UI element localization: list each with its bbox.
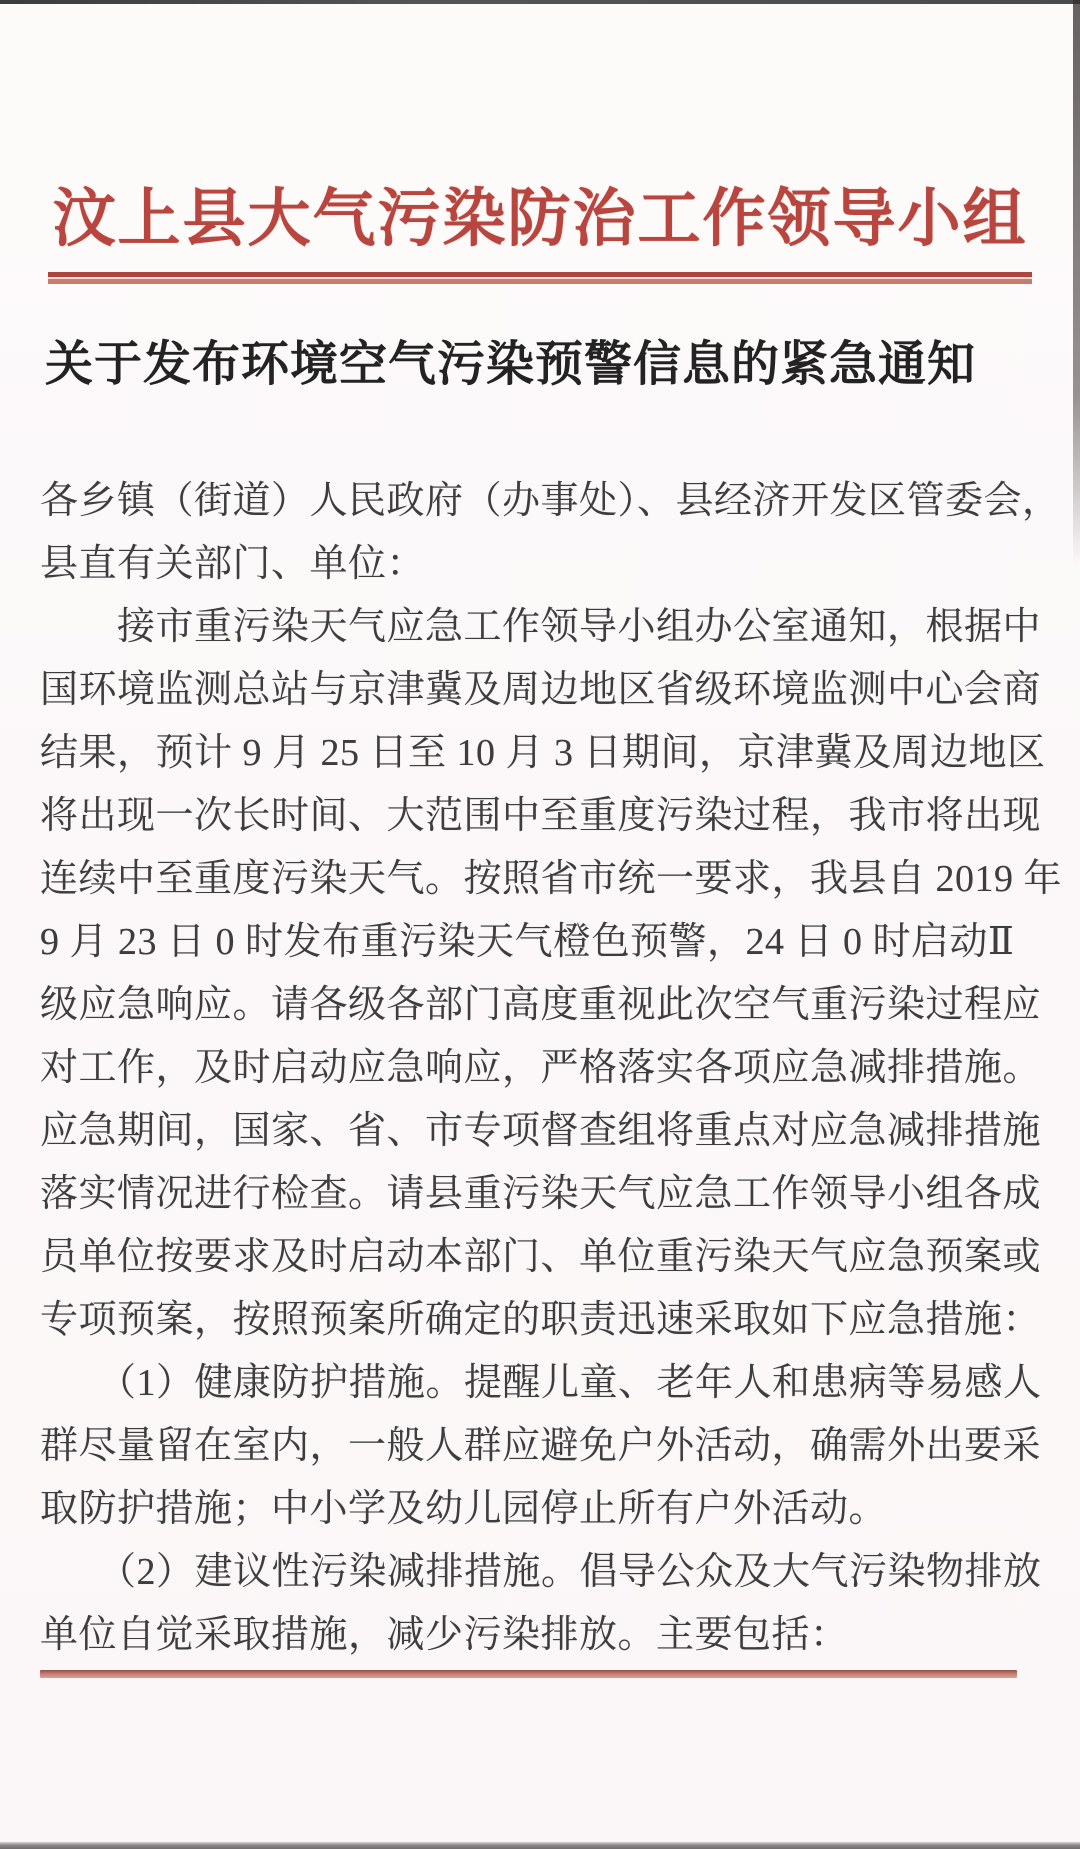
body-line: 应急期间，国家、省、市专项督查组将重点对应急减排措施 <box>40 1110 1042 1152</box>
document-title: 关于发布环境空气污染预警信息的紧急通知 <box>45 338 977 391</box>
document-body <box>0 470 1080 1667</box>
letterhead-double-rule <box>48 272 1032 284</box>
footer-rule <box>40 1670 1017 1678</box>
photo-top-edge <box>0 0 1080 4</box>
body-line: 对工作，及时启动应急响应，严格落实各项应急减排措施。 <box>40 1047 1042 1089</box>
body-line: 国环境监测总站与京津冀及周边地区省级环境监测中心会商 <box>40 669 1042 711</box>
body-line: 县直有关部门、单位： <box>40 543 426 585</box>
body-line: 员单位按要求及时启动本部门、单位重污染天气应急预案或 <box>40 1236 1042 1278</box>
body-line: 结果，预计 9 月 25 日至 10 月 3 日期间，京津冀及周边地区 <box>40 732 1046 774</box>
body-line: 接市重污染天气应急工作领导小组办公室通知，根据中 <box>40 606 1042 648</box>
body-line: 级应急响应。请各级各部门高度重视此次空气重污染过程应 <box>40 984 1042 1026</box>
body-line: 专项预案，按照预案所确定的职责迅速采取如下应急措施： <box>40 1299 1042 1341</box>
body-line: （2）建议性污染减排措施。倡导公众及大气污染物排放 <box>40 1551 1042 1593</box>
photo-right-edge-shadow <box>1073 0 1080 565</box>
body-line: （1）健康防护措施。提醒儿童、老年人和患病等易感人 <box>40 1362 1042 1404</box>
rule-thin-line <box>48 279 1032 284</box>
body-line: 落实情况进行检查。请县重污染天气应急工作领导小组各成 <box>40 1173 1042 1215</box>
body-line: 各乡镇（街道）人民政府（办事处）、县经济开发区管委会， <box>40 480 1061 522</box>
body-line: 9 月 23 日 0 时发布重污染天气橙色预警，24 日 0 时启动Ⅱ <box>40 921 1015 963</box>
body-line: 连续中至重度污染天气。按照省市统一要求，我县自 2019 年 <box>40 858 1063 900</box>
letterhead-agency-name: 汶上县大气污染防治工作领导小组 <box>52 184 1028 254</box>
photo-bottom-edge <box>0 1842 1080 1849</box>
body-line: 将出现一次长时间、大范围中至重度污染过程，我市将出现 <box>40 795 1042 837</box>
letterhead <box>0 186 1080 284</box>
body-line: 群尽量留在室内，一般人群应避免户外活动，确需外出要采 <box>40 1425 1042 1467</box>
body-line: 单位自觉采取措施，减少污染排放。主要包括： <box>40 1614 849 1656</box>
body-line: 取防护措施；中小学及幼儿园停止所有户外活动。 <box>40 1488 888 1530</box>
